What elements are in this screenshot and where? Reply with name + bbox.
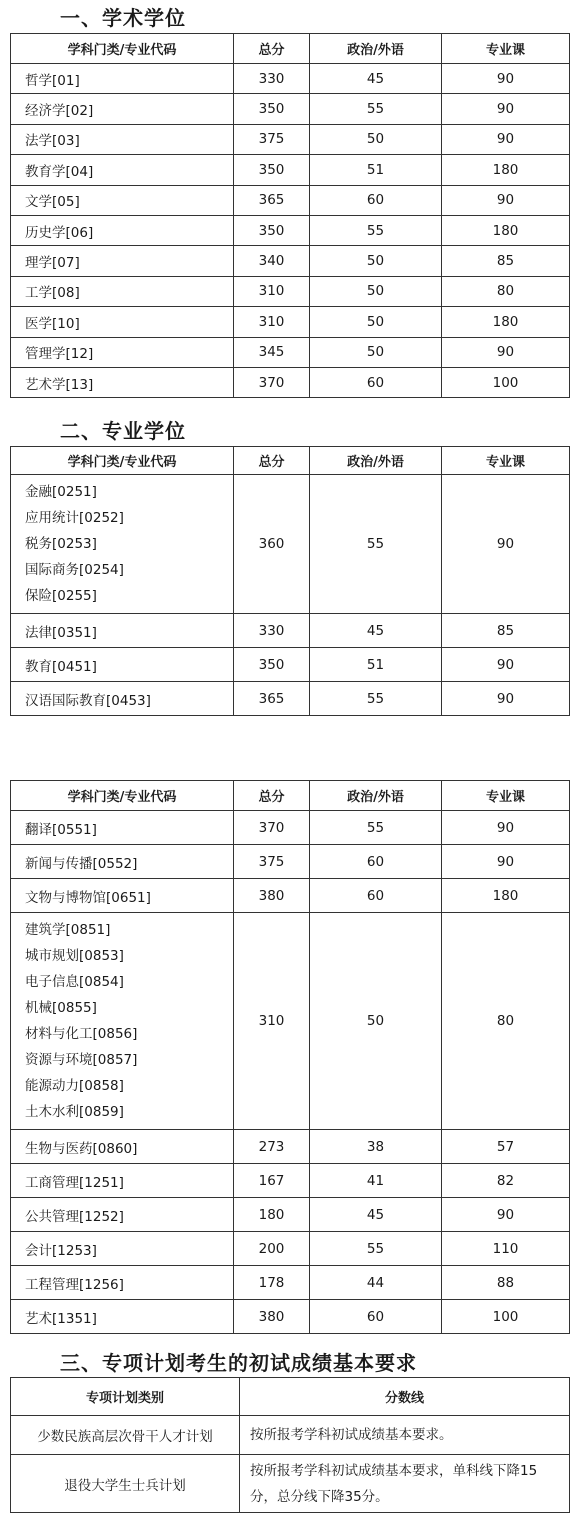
section2-title: 二、专业学位 [60,419,186,443]
major-cell: 110 [442,1232,570,1266]
politics-cell: 55 [310,94,442,124]
table-row [11,1300,570,1334]
table-row [11,811,570,845]
table-row [11,879,570,913]
plan-category: 退役大学生士兵计划 [11,1455,240,1513]
total-cell: 180 [234,1198,310,1232]
table-row [11,276,570,306]
major-cell: 88 [442,1266,570,1300]
header-total: 总分 [234,447,310,475]
politics-cell: 50 [310,276,442,306]
subject-cell: 理学[07] [11,246,234,276]
header-politics: 政治/外语 [310,447,442,475]
subject-cell: 教育学[04] [11,155,234,185]
header-category: 专项计划类别 [11,1378,240,1416]
major-cell: 80 [442,913,570,1130]
major-cell: 90 [442,124,570,154]
subject-name: 材料与化工[0856] [25,1026,138,1042]
politics-cell: 50 [310,913,442,1130]
total-cell: 178 [234,1266,310,1300]
subject-name: 建筑学[0851] [25,922,111,938]
plan-score-text: 按所报考学科初试成绩基本要求，单科线下降15分，总分线下降35分。 [250,1462,538,1505]
table-row [11,64,570,94]
table-row [11,845,570,879]
table-row [11,185,570,215]
major-cell: 90 [442,1198,570,1232]
table-row [11,246,570,276]
subject-cell: 公共管理[1252] [11,1198,234,1232]
politics-cell: 50 [310,246,442,276]
politics-cell: 60 [310,1300,442,1334]
subject-name: 应用统计[0252] [25,510,124,526]
total-cell: 167 [234,1164,310,1198]
subject-name: 金融[0251] [25,484,97,500]
subject-cell: 文学[05] [11,185,234,215]
subject-name: 保险[0255] [25,588,97,604]
professional-degree-table-continued [10,780,570,1334]
subject-cell: 会计[1253] [11,1232,234,1266]
total-cell: 380 [234,1300,310,1334]
table-header-row [11,781,570,811]
politics-cell: 44 [310,1266,442,1300]
total-cell: 370 [234,811,310,845]
header-subject: 学科门类/专业代码 [11,781,234,811]
major-cell: 80 [442,276,570,306]
table-row [11,367,570,397]
table-header-row [11,34,570,64]
major-cell: 85 [442,614,570,648]
header-major: 专业课 [442,447,570,475]
politics-cell: 41 [310,1164,442,1198]
politics-cell: 51 [310,648,442,682]
total-cell: 200 [234,1232,310,1266]
politics-cell: 60 [310,185,442,215]
subject-cell: 经济学[02] [11,94,234,124]
total-cell: 380 [234,879,310,913]
plan-score-text: 按所报考学科初试成绩基本要求。 [250,1427,453,1443]
table-row [11,648,570,682]
table-header-row [11,447,570,475]
major-cell: 90 [442,648,570,682]
politics-cell: 55 [310,215,442,245]
politics-cell: 51 [310,155,442,185]
politics-cell: 55 [310,475,442,614]
subject-name: 能源动力[0858] [25,1078,124,1094]
total-cell: 350 [234,215,310,245]
subject-name: 土木水利[0859] [25,1104,124,1120]
major-cell: 180 [442,155,570,185]
table-row [11,124,570,154]
total-cell: 345 [234,337,310,367]
politics-cell: 55 [310,1232,442,1266]
total-cell: 310 [234,307,310,337]
subject-cell: 法学[03] [11,124,234,154]
politics-cell: 60 [310,879,442,913]
professional-degree-table [10,446,570,716]
major-cell: 90 [442,475,570,614]
subject-cell: 生物与医药[0860] [11,1130,234,1164]
subject-cell: 教育[0451] [11,648,234,682]
politics-cell: 38 [310,1130,442,1164]
table-row [11,337,570,367]
header-politics: 政治/外语 [310,781,442,811]
subject-cell: 艺术学[13] [11,367,234,397]
major-cell: 90 [442,94,570,124]
special-plan-table [10,1377,570,1513]
major-cell: 90 [442,811,570,845]
header-score-line: 分数线 [240,1378,570,1416]
major-cell: 85 [442,246,570,276]
total-cell: 310 [234,913,310,1130]
total-cell: 350 [234,155,310,185]
header-subject: 学科门类/专业代码 [11,447,234,475]
total-cell: 365 [234,185,310,215]
subject-name: 电子信息[0854] [25,974,124,990]
subject-name: 国际商务[0254] [25,562,124,578]
total-cell: 360 [234,475,310,614]
politics-cell: 50 [310,337,442,367]
subject-cell: 工商管理[1251] [11,1164,234,1198]
major-cell: 82 [442,1164,570,1198]
table-row [11,307,570,337]
table-row [11,1232,570,1266]
major-cell: 57 [442,1130,570,1164]
table-row [11,1266,570,1300]
table-row [11,1198,570,1232]
plan-score-line [240,1416,570,1455]
header-total: 总分 [234,781,310,811]
politics-cell: 55 [310,811,442,845]
politics-cell: 45 [310,614,442,648]
subject-cell-group [11,475,234,614]
major-cell: 90 [442,682,570,716]
table-row [11,1455,570,1513]
total-cell: 350 [234,94,310,124]
major-cell: 180 [442,215,570,245]
table-row [11,155,570,185]
major-cell: 90 [442,185,570,215]
subject-cell: 历史学[06] [11,215,234,245]
header-subject: 学科门类/专业代码 [11,34,234,64]
politics-cell: 45 [310,64,442,94]
subject-cell-group [11,913,234,1130]
politics-cell: 60 [310,845,442,879]
politics-cell: 50 [310,307,442,337]
subject-name: 税务[0253] [25,536,97,552]
subject-cell: 汉语国际教育[0453] [11,682,234,716]
section3-title: 三、专项计划考生的初试成绩基本要求 [60,1351,417,1375]
plan-score-line [240,1455,570,1513]
header-major: 专业课 [442,781,570,811]
subject-name: 资源与环境[0857] [25,1052,138,1068]
header-politics: 政治/外语 [310,34,442,64]
table-row [11,215,570,245]
subject-cell: 工学[08] [11,276,234,306]
table-header-row [11,1378,570,1416]
politics-cell: 55 [310,682,442,716]
total-cell: 330 [234,64,310,94]
subject-cell: 新闻与传播[0552] [11,845,234,879]
major-cell: 100 [442,1300,570,1334]
major-cell: 90 [442,337,570,367]
total-cell: 365 [234,682,310,716]
section1-title: 一、学术学位 [60,6,186,30]
subject-cell: 医学[10] [11,307,234,337]
total-cell: 273 [234,1130,310,1164]
major-cell: 100 [442,367,570,397]
subject-name: 机械[0855] [25,1000,97,1016]
table-row [11,614,570,648]
total-cell: 375 [234,845,310,879]
header-total: 总分 [234,34,310,64]
subject-cell: 艺术[1351] [11,1300,234,1334]
subject-cell: 文物与博物馆[0651] [11,879,234,913]
total-cell: 340 [234,246,310,276]
total-cell: 350 [234,648,310,682]
subject-cell: 工程管理[1256] [11,1266,234,1300]
total-cell: 375 [234,124,310,154]
table-row [11,1416,570,1455]
table-row-group [11,913,570,1130]
table-row [11,1130,570,1164]
subject-cell: 翻译[0551] [11,811,234,845]
total-cell: 330 [234,614,310,648]
table-row [11,682,570,716]
academic-degree-table [10,33,570,398]
header-major: 专业课 [442,34,570,64]
table-row-group [11,475,570,614]
subject-cell: 管理学[12] [11,337,234,367]
politics-cell: 45 [310,1198,442,1232]
politics-cell: 60 [310,367,442,397]
major-cell: 180 [442,307,570,337]
total-cell: 370 [234,367,310,397]
major-cell: 90 [442,845,570,879]
subject-name: 城市规划[0853] [25,948,124,964]
subject-cell: 法律[0351] [11,614,234,648]
subject-cell: 哲学[01] [11,64,234,94]
politics-cell: 50 [310,124,442,154]
total-cell: 310 [234,276,310,306]
major-cell: 90 [442,64,570,94]
table-row [11,1164,570,1198]
table-row [11,94,570,124]
major-cell: 180 [442,879,570,913]
plan-category: 少数民族高层次骨干人才计划 [11,1416,240,1455]
